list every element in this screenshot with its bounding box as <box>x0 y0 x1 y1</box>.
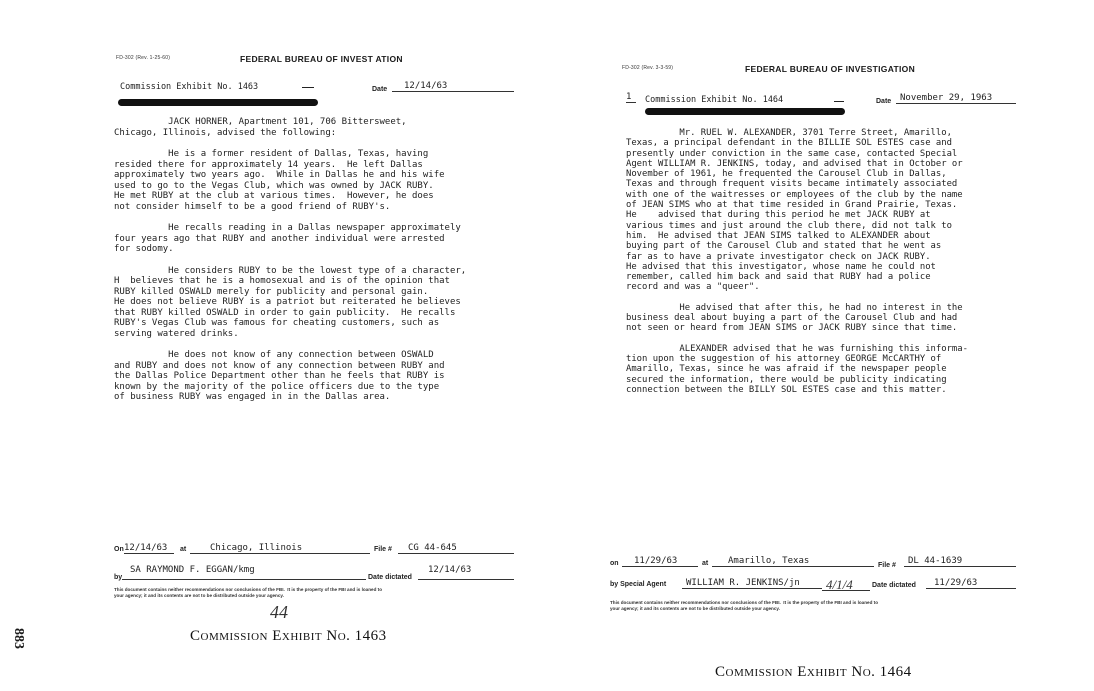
paragraph: He considers RUBY to be the lowest type of a character, H believes that he is a homosexual and is of the opinion that RUBY killed OSWALD merely for publicity and personal gain. He does not believe RUBY is a patriot but reiterated he believes that RUBY killed OSWALD in order to gain publicity. He recalls RUBY's Vegas Club was famous for cheating customers, such as serving watered drinks. <box>114 265 467 339</box>
interview-date: 12/14/63 <box>124 543 174 554</box>
dictated-date: 12/14/63 <box>418 565 514 580</box>
at-label: at <box>180 546 187 553</box>
disclaimer: This document contains neither recommendations nor conclusions of the FBI. It is the property of the FBI and is loaned to your agency; it and its contents are not to be distributed outside your agency. <box>114 587 382 598</box>
report-date: 12/14/63 <box>392 81 514 92</box>
by-label: by <box>114 574 123 581</box>
footer-on-line <box>610 556 1018 568</box>
dash-mark <box>302 87 314 88</box>
date-label: Date <box>876 98 892 105</box>
paragraph: ALEXANDER advised that he was furnishing this informa- tion upon the suggestion of his attorney GEORGE McCARTHY of Amarillo, Texas, since he was afraid if the newspaper people secured the information, there would be publicity indicating connection between the BILLY SOL ESTES case and this matter. <box>626 343 968 395</box>
on-label: On <box>114 546 124 553</box>
footer-by-line <box>114 565 514 581</box>
form-code: FD-302 (Rev. 1-25-60) <box>116 55 171 61</box>
agent-name: SA RAYMOND F. EGGAN/kmg <box>122 565 366 580</box>
page-number: 883 <box>11 628 26 649</box>
agency-header: FEDERAL BUREAU OF INVESTIGATION <box>745 64 916 74</box>
paragraph: JACK HORNER, Apartment 101, 706 Bittersweet, Chicago, Illinois, advised the following: <box>114 117 407 138</box>
paragraph: He does not know of any connection between OSWALD and RUBY and does not know of any connection between RUBY and the Dallas Police Department other than he feels that RUBY is known by the majority of the police officers due to the type of business RUBY was engaged in in the Dallas area. <box>114 350 445 402</box>
agent-name: WILLIAM R. JENKINS/jn <box>682 578 822 589</box>
dictated-label: Date dictated <box>872 582 916 589</box>
at-label: at <box>702 560 709 567</box>
report-body <box>114 117 466 414</box>
form-code: FD-302 (Rev. 3-3-59) <box>622 65 674 71</box>
interview-date: 11/29/63 <box>622 556 698 567</box>
dictated-label: Date dictated <box>368 574 412 581</box>
agency-header: FEDERAL BUREAU OF INVEST ATION <box>240 54 403 64</box>
handwritten-number: 44 <box>270 602 288 622</box>
exhibit-line: Commission Exhibit No. 1464 <box>645 95 784 105</box>
footer-on-line <box>114 543 514 555</box>
location: Chicago, Illinois <box>190 543 370 554</box>
exhibit-line: Commission Exhibit No. 1463 <box>120 82 259 92</box>
paragraph: He is a former resident of Dallas, Texas, having resided there for approximately 14 years. He left Dallas approximately two years ago. While in Dallas he and his wife used to go to the Vegas Club, which was owned by JACK RUBY. He met RUBY at the club at various times. However, he does not consider himself to be a good friend of RUBY's. <box>114 149 445 212</box>
file-number: CG 44-645 <box>398 543 514 554</box>
paragraph: Mr. RUEL W. ALEXANDER, 3701 Terre Street, Amarillo, Texas, a principal defendant in the BILLIE SOL ESTES case and presently under conviction in the same case, contacted Special Agent WILLIAM R. JENKINS, today, and advised that in October or November of 1961, he frequented the Carousel Club in Dallas, Texas and through frequent visits became intimately associated with one of the waitresses or employees of the club by the name of JEAN SIMS who at that time resided in Grand Prairie, Texas. He advised that during this period he met JACK RUBY at various times and just around the club there, did not talk to him. He advised that JEAN SIMS talked to ALEXANDER about buying part of the Carousel Club and stated that he went as far as to have a private investigator check on JACK RUBY. He advised that this investigator, whose name he could not remember, called him back and said that RUBY had a police record and was a "queer". <box>626 128 963 293</box>
handwritten-initials: 4/1/4 <box>826 577 853 592</box>
exhibit-caption: Commission Exhibit No. 1463 <box>190 628 387 644</box>
file-label: File # <box>878 562 896 569</box>
redaction-bar <box>118 99 318 106</box>
footer-by-line <box>610 578 1018 592</box>
location: Amarillo, Texas <box>712 556 874 567</box>
date-label: Date <box>372 86 388 93</box>
by-label: by Special Agent <box>610 581 667 588</box>
on-label: on <box>610 560 619 567</box>
paragraph: He recalls reading in a Dallas newspaper approximately four years ago that RUBY and another individual were arrested for sodomy. <box>114 223 461 254</box>
disclaimer: This document contains neither recommendations nor conclusions of the FBI. It is the property of the FBI and is loaned to your agency; it and its contents are not to be distributed outside your agency. <box>610 600 878 611</box>
file-number: DL 44-1639 <box>904 556 1016 567</box>
file-label: File # <box>374 546 392 553</box>
redaction-bar <box>645 108 845 115</box>
report-date: November 29, 1963 <box>896 93 1016 104</box>
exhibit-caption: Commission Exhibit No. 1464 <box>715 664 912 680</box>
dash-mark <box>834 101 844 102</box>
dictated-date: 11/29/63 <box>926 578 1016 589</box>
margin-mark: 1 <box>626 92 636 103</box>
report-body <box>626 128 968 405</box>
paragraph: He advised that after this, he had no interest in the business deal about buying a part of the Carousel Club and had not seen or heard from JEAN SIMS or JACK RUBY since that time. <box>626 302 963 334</box>
